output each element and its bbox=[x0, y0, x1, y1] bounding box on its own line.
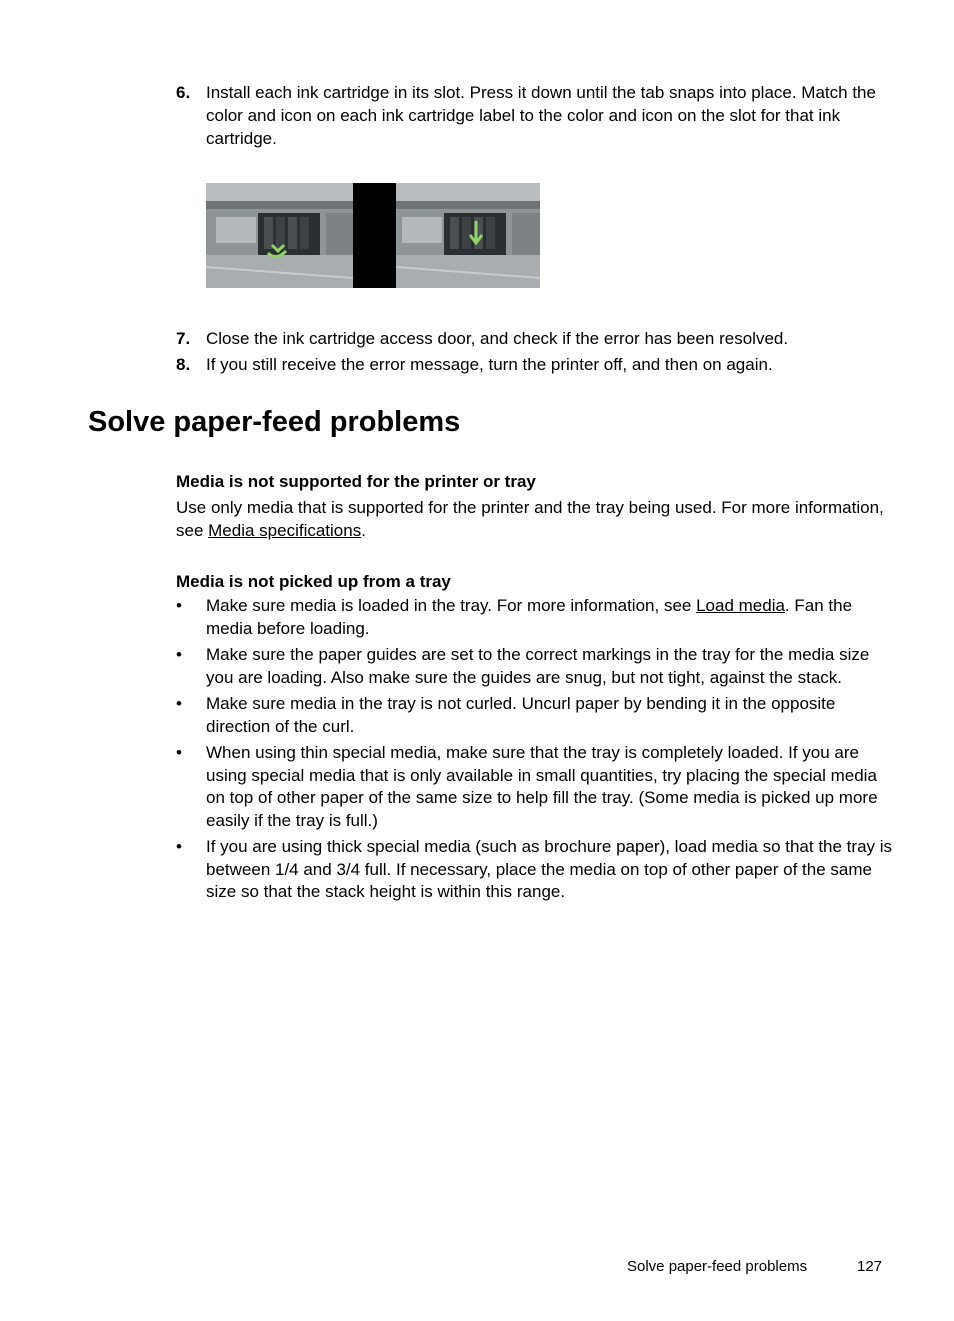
load-media-link[interactable]: Load media bbox=[696, 596, 785, 615]
text-span: . Fan the media before loading. bbox=[206, 596, 853, 638]
list-item-text: Make sure the paper guides are set to the correct markings in the tray for the media size you are loading. Also make sure the guides are snug, but not tight, against the stack. bbox=[206, 645, 870, 687]
step-text: Install each ink cartridge in its slot. Press it down until the tab snaps into place. Match the color and icon on each ink cartridge label to the color and icon on the slot for that ink cartridge. bbox=[206, 83, 876, 148]
section-title: Solve paper-feed problems bbox=[88, 406, 461, 438]
list-item bbox=[176, 595, 896, 640]
step-text: Close the ink cartridge access door, and check if the error has been resolved. bbox=[206, 329, 789, 348]
subsection-title-media-not-supported: Media is not supported for the printer or tray bbox=[176, 472, 536, 491]
list-item-text: Make sure media in the tray is not curled. Uncurl paper by bending it in the opposite direction of the curl. bbox=[206, 694, 836, 736]
step-7 bbox=[176, 327, 896, 350]
bullet-glyph: • bbox=[176, 743, 182, 762]
step-number: 6. bbox=[176, 83, 191, 102]
bullet-glyph: • bbox=[176, 837, 182, 856]
step-8 bbox=[176, 353, 896, 376]
cartridge-photo-left bbox=[206, 183, 353, 288]
list-item-text: When using thin special media, make sure that the tray is completely loaded. If you are using special media that is only available in small quantities, try placing the special media on top of other paper of the same size to help fill the tray. (Some media is picked up more easily if the tray is full.) bbox=[206, 743, 878, 830]
list-item-text: If you are using thick special media (such as brochure paper), load media so that the tray is between 1/4 and 3/4 full. If necessary, place the media on top of other paper of the same size so that the stack height is within this range. bbox=[206, 837, 893, 901]
subsection-text-media-not-supported bbox=[176, 496, 896, 542]
ink-cartridge-install-figure bbox=[206, 183, 540, 288]
step-number: 8. bbox=[176, 355, 191, 374]
subsection-title-media-not-picked-up: Media is not picked up from a tray bbox=[176, 572, 451, 591]
media-specifications-link[interactable]: Media specifications bbox=[208, 521, 362, 540]
list-item bbox=[176, 742, 896, 832]
step-6 bbox=[176, 81, 896, 150]
step-text: If you still receive the error message, turn the printer off, and then on again. bbox=[206, 355, 773, 374]
bullet-glyph: • bbox=[176, 645, 182, 664]
list-item bbox=[176, 836, 896, 904]
text-span: . bbox=[361, 521, 366, 540]
text-span: Make sure media is loaded in the tray. For more information, see bbox=[206, 596, 697, 615]
troubleshooting-bullet-list bbox=[176, 595, 896, 908]
list-item bbox=[176, 693, 896, 738]
bullet-glyph: • bbox=[176, 596, 182, 615]
cartridge-photo-right bbox=[396, 183, 540, 288]
text-span: Use only media that is supported for the printer and the tray being used. For more information, see bbox=[176, 498, 884, 540]
bullet-glyph: • bbox=[176, 694, 182, 713]
footer-section-name: Solve paper-feed problems bbox=[627, 1258, 808, 1275]
footer-page-number: 127 bbox=[857, 1258, 883, 1275]
list-item bbox=[176, 644, 896, 689]
step-number: 7. bbox=[176, 329, 191, 348]
